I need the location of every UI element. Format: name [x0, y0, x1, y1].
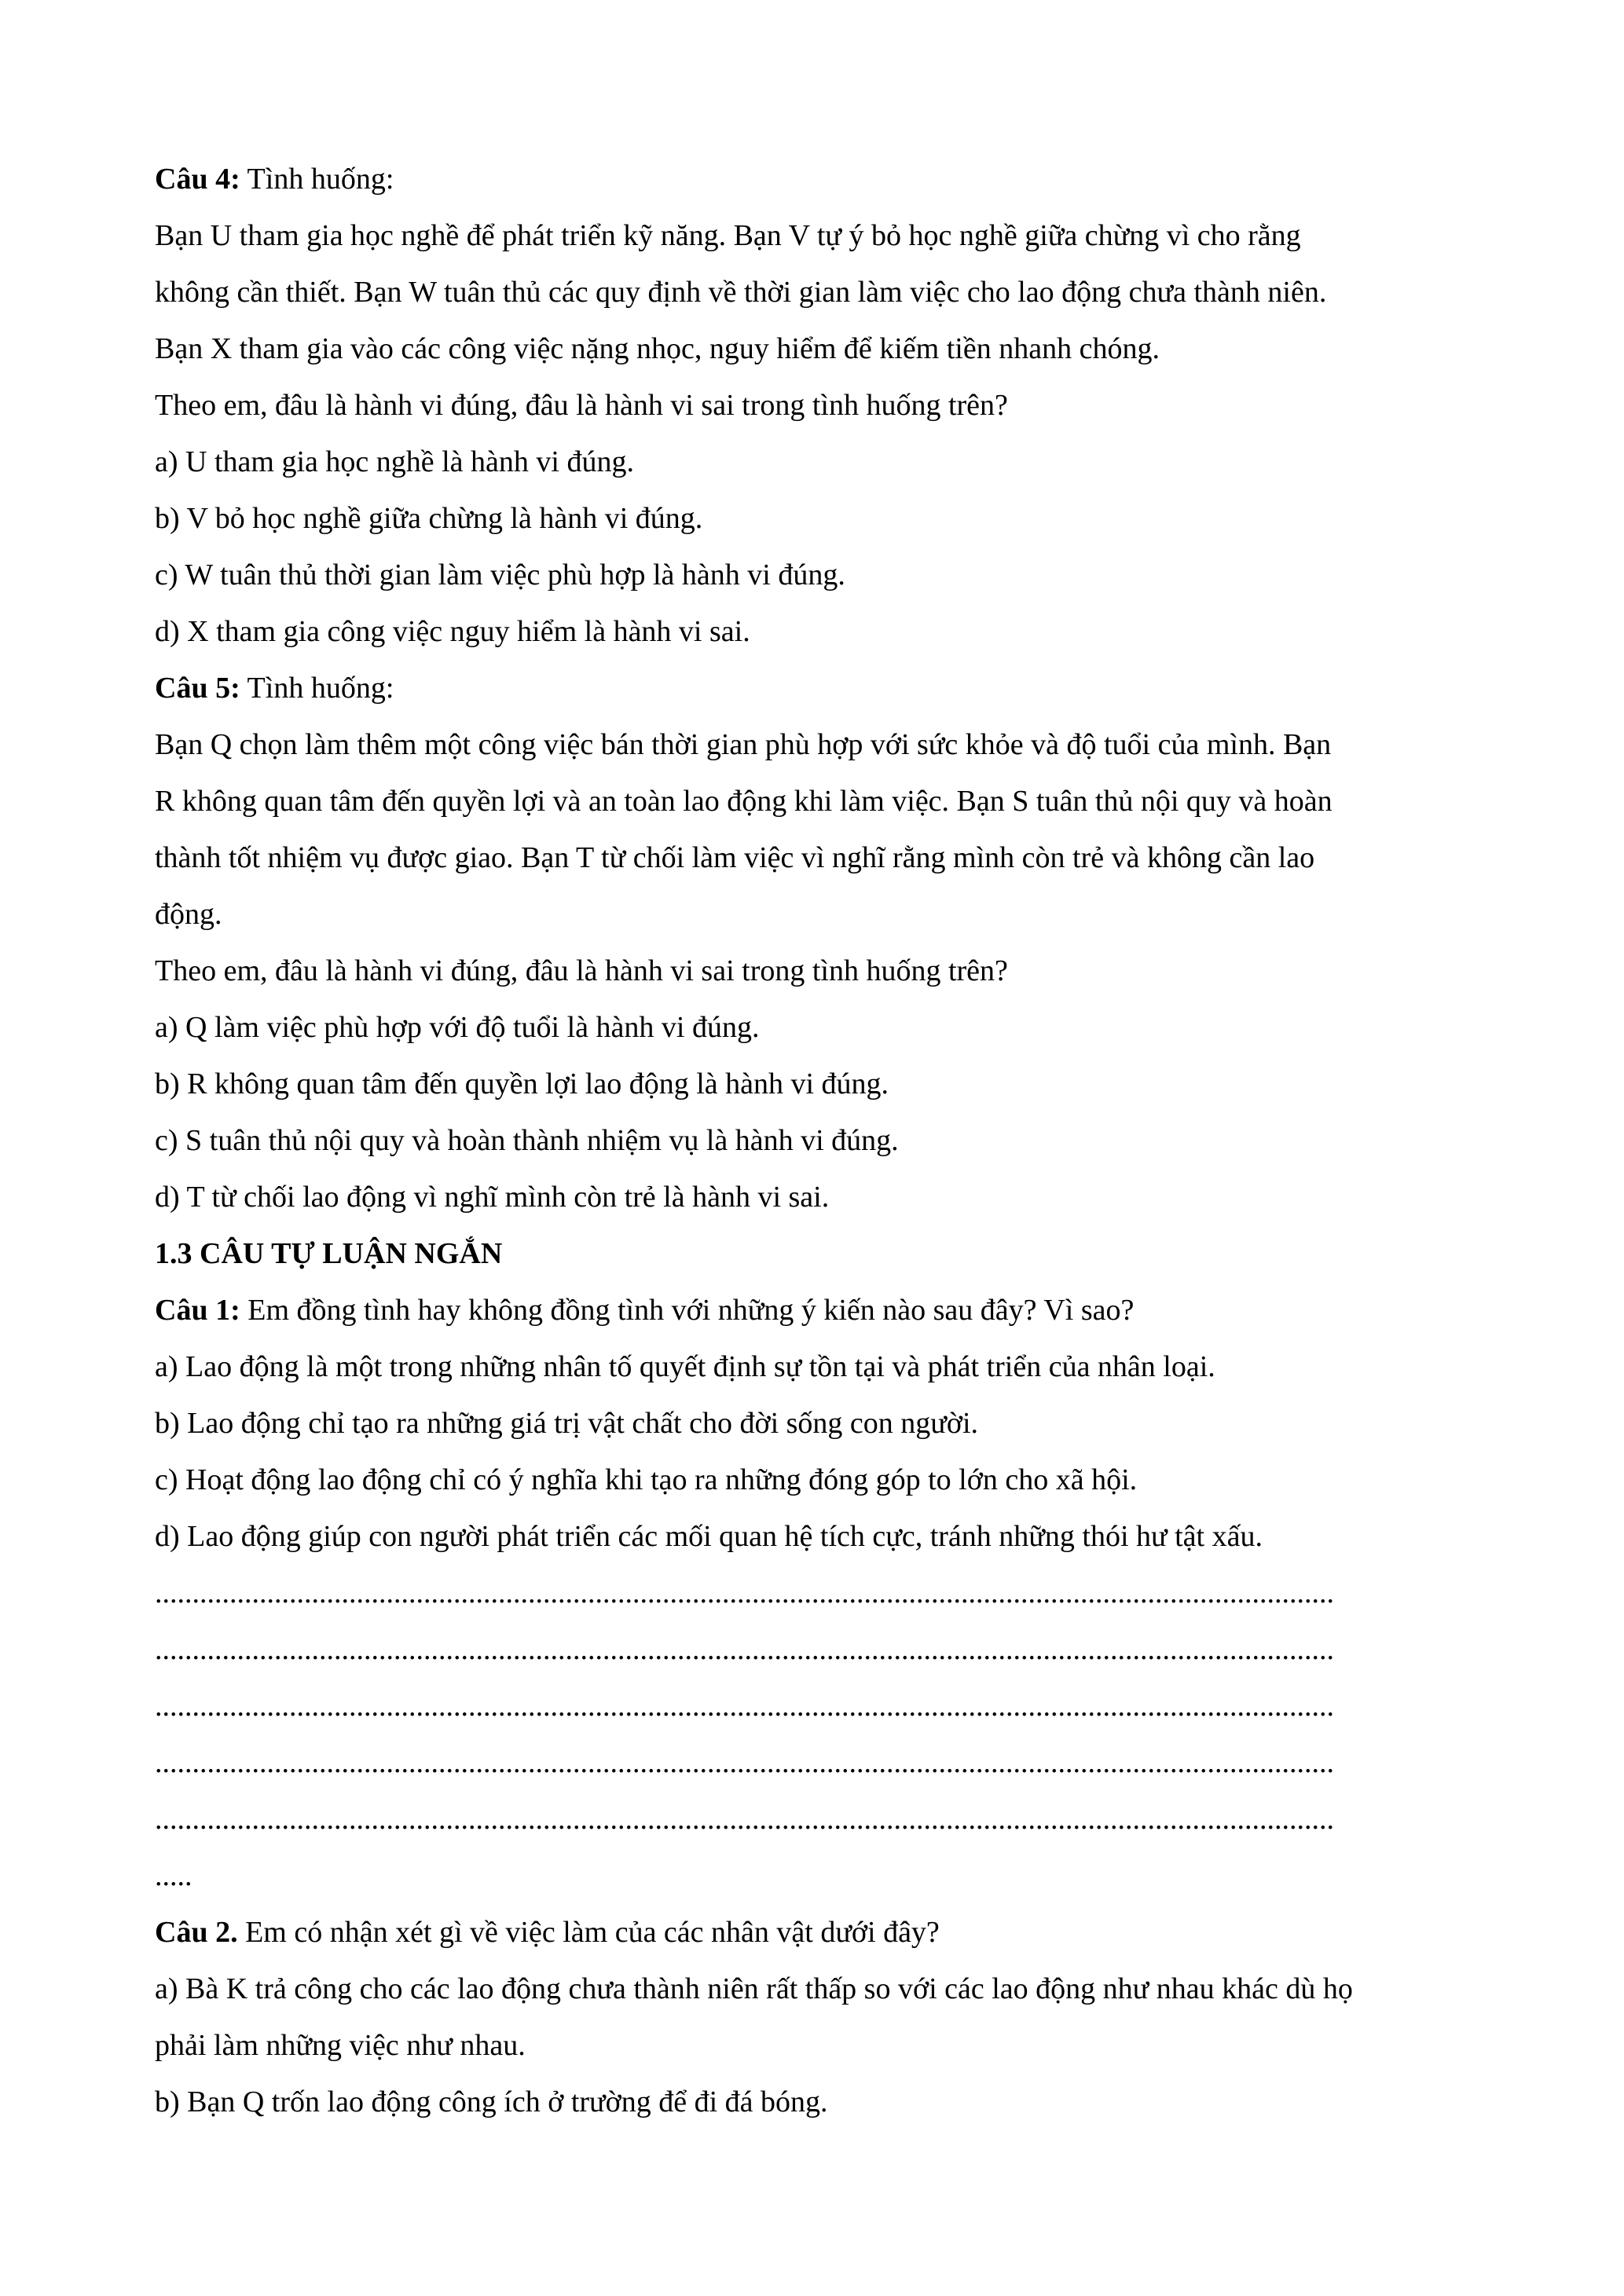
answer-dotted-line: ..............................................................................................................................................................	[155, 1803, 1334, 1836]
q5-text-line: thành tốt nhiệm vụ được giao. Bạn T từ chối làm việc vì nghĩ rằng mình còn trẻ và không cần lao	[155, 841, 1315, 874]
q4-text-line: Bạn X tham gia vào các công việc nặng nhọc, nguy hiểm để kiếm tiền nhanh chóng.	[155, 332, 1160, 365]
q5-option-d: d) T từ chối lao động vì nghĩ mình còn trẻ là hành vi sai.	[155, 1181, 830, 1214]
q4-option-b: b) V bỏ học nghề giữa chừng là hành vi đúng.	[155, 502, 703, 535]
sq2-option-a: a) Bà K trả công cho các lao động chưa thành niên rất thấp so với các lao động như nhau khác dù họ	[155, 1972, 1353, 2005]
answer-dotted-line: ..............................................................................................................................................................	[155, 1576, 1334, 1609]
q4-text-line: không cần thiết. Bạn W tuân thủ các quy định về thời gian làm việc cho lao động chưa thành niên.	[155, 276, 1327, 309]
answer-dotted-line: .....	[155, 1859, 192, 1892]
q5-option-b: b) R không quan tâm đến quyền lợi lao động là hành vi đúng.	[155, 1067, 889, 1100]
q4-prompt: Theo em, đâu là hành vi đúng, đâu là hành vi sai trong tình huống trên?	[155, 389, 1008, 422]
sq1-question: Em đồng tình hay không đồng tình với những ý kiến nào sau đây? Vì sao?	[240, 1294, 1135, 1327]
sq2-question: Em có nhận xét gì về việc làm của các nhân vật dưới đây?	[237, 1916, 940, 1949]
sq1-heading	[155, 1282, 1490, 1338]
q4-option-d: d) X tham gia công việc nguy hiểm là hành vi sai.	[155, 615, 750, 648]
q4-heading	[155, 151, 1490, 207]
q4-intro: Tình huống:	[240, 163, 394, 196]
q5-heading	[155, 660, 1490, 716]
sq1-option-c: c) Hoạt động lao động chỉ có ý nghĩa khi tạo ra những đóng góp to lớn cho xã hội.	[155, 1463, 1138, 1496]
q5-label: Câu 5:	[155, 672, 240, 705]
q5-text-line: Bạn Q chọn làm thêm một công việc bán thời gian phù hợp với sức khỏe và độ tuổi của mình. Bạn	[155, 728, 1332, 761]
sq2-label: Câu 2.	[155, 1916, 238, 1949]
q5-text-line: động.	[155, 898, 222, 931]
q5-option-a: a) Q làm việc phù hợp với độ tuổi là hành vi đúng.	[155, 1011, 760, 1044]
q4-label: Câu 4:	[155, 163, 240, 196]
q5-text-line: R không quan tâm đến quyền lợi và an toàn lao động khi làm việc. Bạn S tuân thủ nội quy và hoàn	[155, 785, 1333, 818]
answer-dotted-line: ..............................................................................................................................................................	[155, 1633, 1334, 1666]
sq2-option-b: b) Bạn Q trốn lao động công ích ở trường để đi đá bóng.	[155, 2085, 828, 2118]
q5-intro: Tình huống:	[240, 672, 394, 705]
sq1-option-a: a) Lao động là một trong những nhân tố quyết định sự tồn tại và phát triển của nhân loại.	[155, 1350, 1215, 1383]
sq1-option-b: b) Lao động chỉ tạo ra những giá trị vật chất cho đời sống con người.	[155, 1407, 979, 1440]
q5-option-c: c) S tuân thủ nội quy và hoàn thành nhiệm vụ là hành vi đúng.	[155, 1124, 899, 1157]
sq2-heading	[155, 1904, 1490, 1961]
answer-dotted-line: ..............................................................................................................................................................	[155, 1746, 1334, 1779]
q4-option-a: a) U tham gia học nghề là hành vi đúng.	[155, 445, 634, 478]
q5-prompt: Theo em, đâu là hành vi đúng, đâu là hành vi sai trong tình huống trên?	[155, 954, 1008, 987]
sq1-label: Câu 1:	[155, 1294, 240, 1327]
sq2-option-a-cont: phải làm những việc như nhau.	[155, 2029, 526, 2062]
page-content	[155, 151, 1490, 2130]
section-heading: 1.3 CÂU TỰ LUẬN NGẮN	[155, 1237, 503, 1270]
answer-dotted-line: ..............................................................................................................................................................	[155, 1690, 1334, 1723]
sq1-option-d: d) Lao động giúp con người phát triển các mối quan hệ tích cực, tránh những thói hư tật xấu.	[155, 1520, 1263, 1553]
q4-text-line: Bạn U tham gia học nghề để phát triển kỹ năng. Bạn V tự ý bỏ học nghề giữa chừng vì cho rằng	[155, 219, 1301, 252]
q4-option-c: c) W tuân thủ thời gian làm việc phù hợp là hành vi đúng.	[155, 558, 845, 591]
